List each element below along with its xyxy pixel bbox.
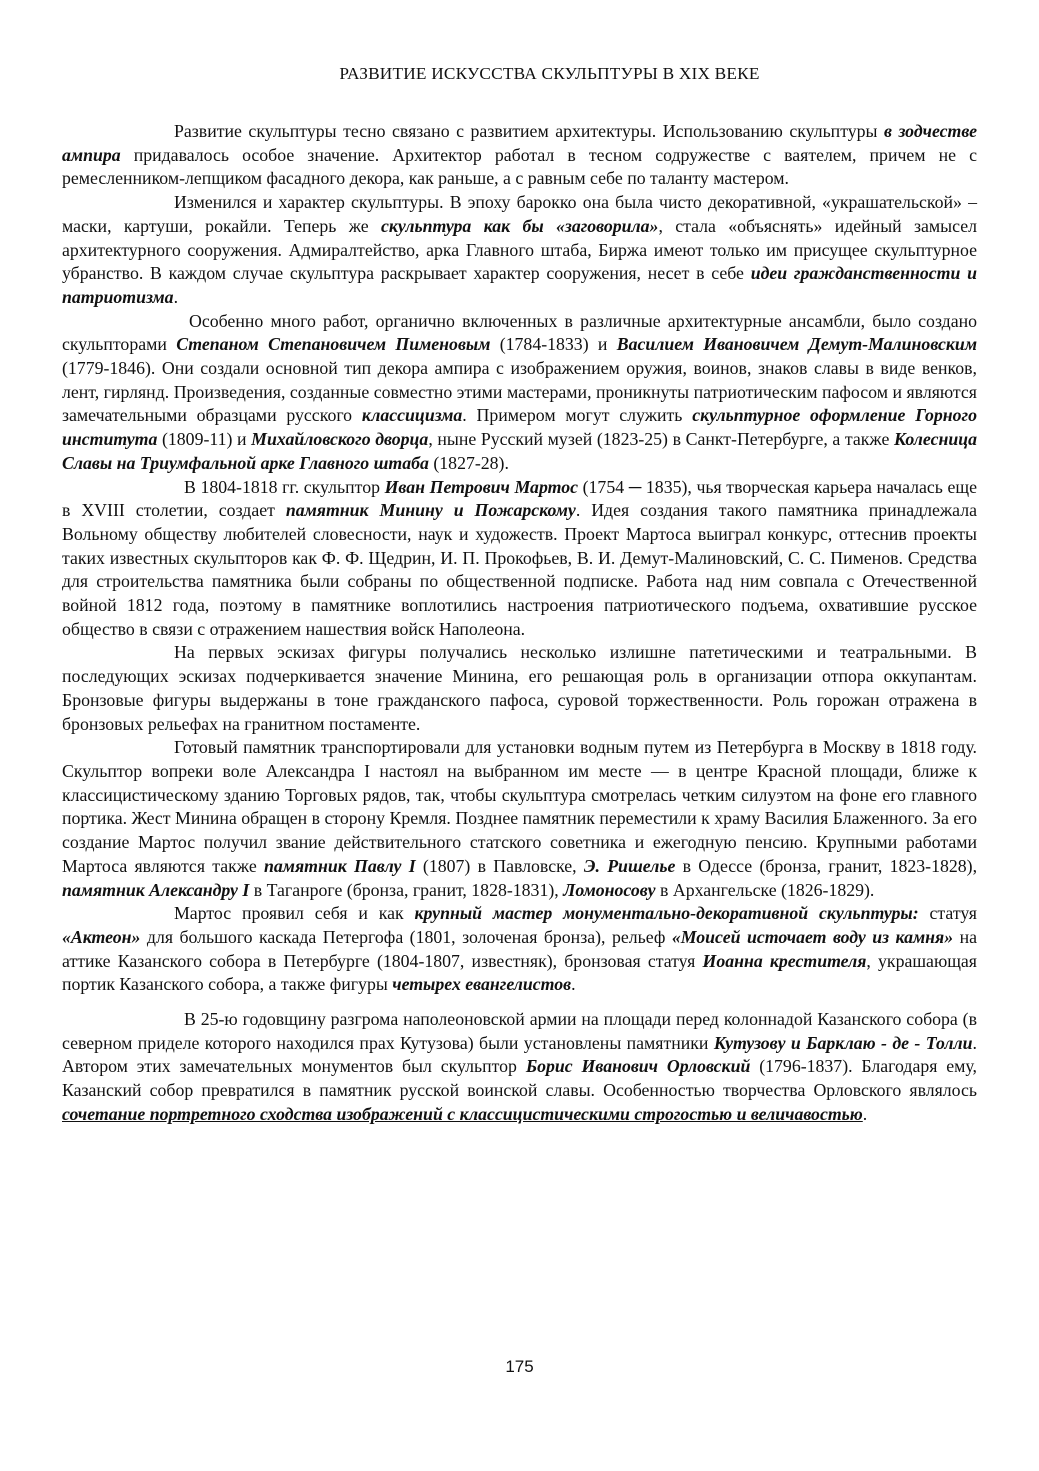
text-run: Мартос проявил себя и как (174, 903, 415, 924)
text-run: (1784-1833) и (490, 334, 617, 355)
text-run: , украшающая портик Казанского собора, а также фигуры (62, 950, 977, 995)
text-run: на аттике Казанского собора в Петербурге (1804-1807, известняк), бронзовая статуя (62, 926, 977, 971)
text-run: придавалось особое значение. Архитектор работал в тесном содружестве с ваятелем, причем не с ремесленником-лепщиком фасадного декора, как раньше, а с равным себе по таланту мастером. (62, 144, 977, 189)
emphasis-text: памятник Павлу I (264, 855, 416, 876)
paragraph (62, 120, 977, 191)
emphasis-text: Ломоносову (563, 879, 656, 900)
emphasis-text: Иоанна крестителя (702, 950, 867, 971)
emphasis-text: скульптурное оформление Горного института (62, 405, 978, 450)
text-run: (1809-11) и (157, 429, 252, 450)
emphasis-text: в зодчестве ампира (62, 121, 977, 165)
emphasis-text: Колесница Славы на Триумфальной арке Главного штаба (62, 429, 977, 473)
text-run: статуя (918, 903, 977, 924)
paragraph (62, 191, 977, 310)
text-run: в Архангельске (1826-1829). (655, 879, 875, 900)
text-run: (1827-28). (428, 452, 509, 473)
text-run: Готовый памятник транспортировали для установки водным путем из Петербурга в Москву в 1818 году. Скульптор вопреки воле Александра I настоял на выбранном им месте — в центре Красной площади, ближе к классицистическому зданию Торговых рядов, так, чтобы скульптура смотрелась четким силуэтом на фоне его главного портика. Жест Минина обращен в сторону Кремля. Позднее памятник переместили к храму Василия Блаженного. За его создание Мартос получил звание действительного статского советника и ежегодную пенсию. Крупными работами Мартоса являются также (62, 737, 977, 876)
emphasis-text: Степаном Степановичем Пименовым (176, 334, 491, 355)
emphasis-text: скульптура как бы «заговорила» (381, 215, 659, 236)
emphasis-text: Василием Ивановичем Демут-Малиновским (616, 334, 977, 355)
emphasis-text: идеи гражданственности и патриотизма (62, 263, 978, 307)
page-title: РАЗВИТИЕ ИСКУССТВА СКУЛЬПТУРЫ В XIX ВЕКЕ (339, 64, 760, 83)
paragraph (62, 1008, 977, 1127)
underlined-emphasis-text: сочетание портретного сходства изображений с классицистическими строгостью и величавостью (62, 1103, 863, 1124)
paragraph (62, 902, 977, 997)
emphasis-text: Кутузову и Барклаю - де - Толли (713, 1032, 973, 1053)
paragraph (62, 641, 977, 736)
emphasis-text: «Актеон» (62, 926, 141, 947)
emphasis-text: Иван Петрович Мартос (384, 476, 578, 497)
text-run: Изменился и характер скульптуры. В эпоху барокко она была чисто декоративной, «украшательской» – маски, картуши, рокайли. Теперь же (62, 192, 977, 236)
text-run: В 1804-1818 гг. скульптор (184, 476, 385, 497)
emphasis-text: Михайловского дворца (251, 429, 429, 450)
emphasis-text: Борис Иванович Орловский (525, 1056, 751, 1077)
emphasis-text: четырех евангелистов (392, 974, 572, 995)
text-run: . Примером могут служить (462, 405, 693, 426)
paragraph (62, 476, 977, 642)
emphasis-text: памятник Минину и Пожарскому (285, 500, 576, 521)
text-run: . (862, 1103, 868, 1124)
text-run: в Одессе (бронза, гранит, 1823-1828), (675, 855, 978, 876)
text-run: Развитие скульптуры тесно связано с развитием архитектуры. Использованию скульптуры (174, 121, 884, 141)
text-run: . (173, 286, 179, 307)
body-text (62, 120, 977, 1127)
text-run: . (571, 974, 576, 995)
emphasis-text: Э. Ришелье (583, 855, 676, 876)
text-run: На первых эскизах фигуры получались несколько излишне патетическими и театральными. В последующих эскизах подчеркивается значение Минина, его решающая роль в организации отпора оккупантам. Бронзовые фигуры выдержаны в тоне гражданского пафоса, суровой торжественности. Роль горожан отражена в бронзовых рельефах на гранитном постаменте. (62, 642, 977, 734)
text-run: Особенно много работ, органично включенных в различные архитектурные ансамбли, было создано скульпторами (62, 310, 977, 355)
emphasis-text: «Моисей источает воду из камня» (671, 926, 954, 947)
text-run: В 25-ю годовщину разгрома наполеоновской армии на площади перед колоннадой Казанского собора (в северном приделе которого находился прах Кутузова) были установлены памятники (62, 1009, 977, 1053)
emphasis-text: крупный мастер монументально-декоративной скульптуры: (414, 903, 919, 924)
text-run: . Автором этих замечательных монументов был скульптор (62, 1032, 977, 1077)
document-page (62, 62, 977, 1127)
text-run: в Таганроге (бронза, гранит, 1828-1831), (249, 879, 564, 900)
paragraph (62, 310, 977, 476)
emphasis-text: классицизма (361, 405, 463, 426)
text-run: (1754 ─ 1835), чья творческая карьера началась еще в XVIII столетии, создает (62, 476, 978, 521)
text-run: (1779-1846). Они создали основной тип декора ампира с изображением оружия, воинов, знаков славы в виде венков, лент, гирлянд. Произведения, созданные совместно этими мастерами, проникнуты патриотическим пафосом и являются замечательными образцами русского (62, 358, 977, 426)
text-run: , стала «объяснять» идейный замысел архитектурного сооружения. Адмиралтейство, арка Главного штаба, Биржа имеют только им присущее скульптурное убранство. В каждом случае скульптура раскрывает характер сооружения, несет в себе (62, 215, 977, 284)
emphasis-text: памятник Александру I (62, 879, 250, 900)
paragraph (62, 736, 977, 902)
text-run: . Идея создания такого памятника принадлежала Вольному обществу любителей словесности, наук и художеств. Проект Мартоса выиграл конкурс, оттеснив проекты таких известных скульпторов как Ф. Ф. Щедрин, И. П. Прокофьев, В. И. Демут-Малиновский, С. С. Пименов. Средства для строительства памятника были собраны по общественной подписке. Работа над ним совпала с Отечественной войной 1812 года, поэтому в памятнике воплотились настроения патриотического подъема, охватившие русское общество в связи с отражением нашествия войск Наполеона. (62, 500, 977, 639)
text-run: (1807) в Павловске, (415, 855, 584, 876)
text-run: (1796-1837). Благодаря ему, Казанский собор превратился в памятник русской воинской славы. Особенностью творчества Орловского являлось (62, 1056, 977, 1101)
text-run: для большого каскада Петергофа (1801, золоченая бронза), рельеф (140, 926, 672, 947)
page-number: 175 (505, 1357, 534, 1376)
text-run: , ныне Русский музей (1823-25) в Санкт-Петербурге, а также (428, 429, 894, 450)
